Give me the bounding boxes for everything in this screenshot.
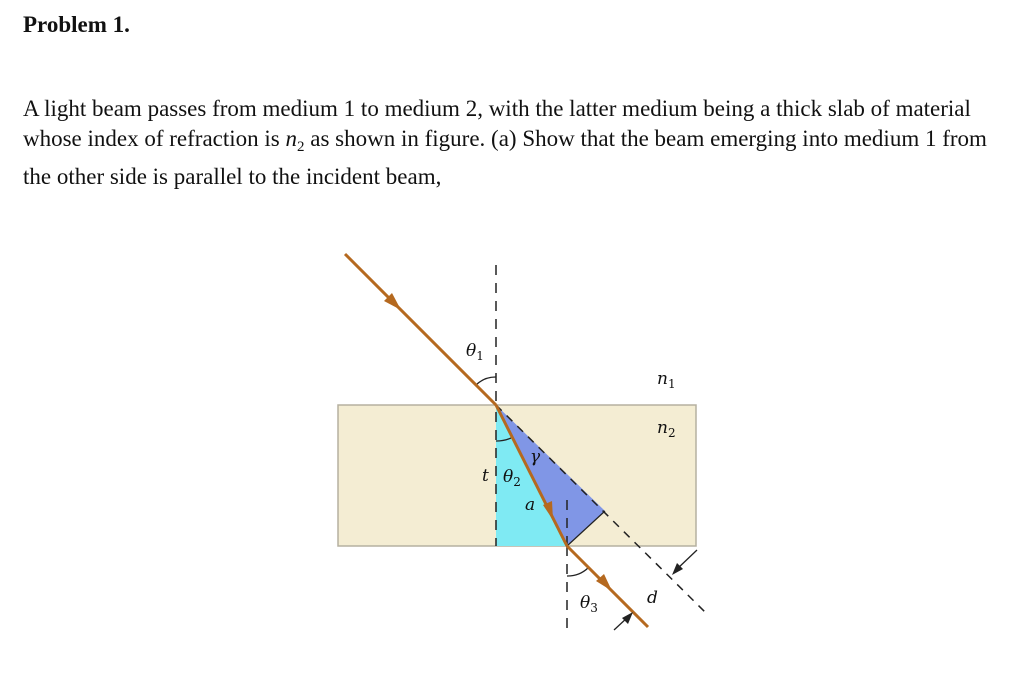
n1-label: $n_1$ xyxy=(657,369,676,391)
d-label: d xyxy=(647,588,658,608)
theta2-label: $\theta_2$ xyxy=(503,467,521,489)
theta1-label: $\theta_1$ xyxy=(466,341,484,363)
theta1-arc xyxy=(476,377,496,385)
t-label: t xyxy=(482,466,489,486)
theta3-label: $\theta_3$ xyxy=(580,593,598,615)
theta3-arc xyxy=(567,568,588,576)
n2-symbol: n xyxy=(285,126,298,151)
a-label: a xyxy=(525,495,536,515)
n2-label: $n_2$ xyxy=(657,418,676,440)
problem-title: Problem 1. xyxy=(23,12,130,37)
problem-text-part-b: as shown in figure. (a) Show that the beam emerging into medium 1 from the other side is parallel to the incident beam, xyxy=(23,126,987,189)
problem-text-part-a: A light beam passes from medium 1 to medium 2, with the latter medium being a thick slab of material whose index of refraction is xyxy=(23,96,971,151)
n2-subscript: 2 xyxy=(297,139,305,155)
gamma-label: γ xyxy=(530,447,541,467)
incident-beam xyxy=(345,254,496,405)
d-arrow-bottom-icon xyxy=(622,612,633,624)
